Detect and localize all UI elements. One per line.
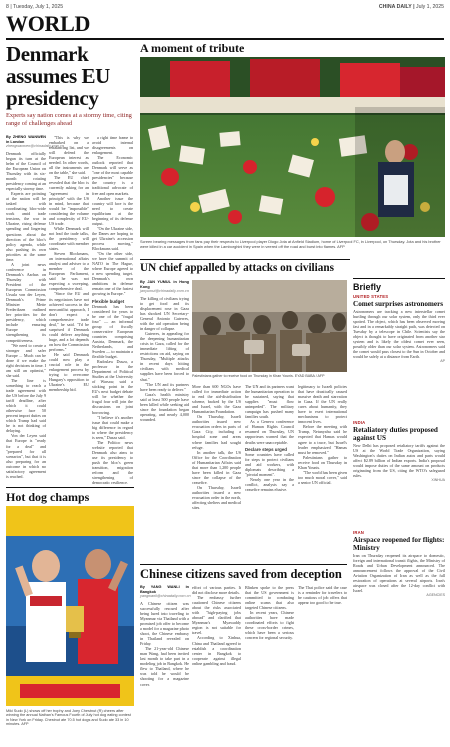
brief-title: Comet surprises astronomers — [353, 300, 444, 308]
hotdog-photo-image — [6, 506, 134, 706]
hotdog-rule — [6, 487, 134, 488]
un-headline: UN chief appalled by attacks on civilians — [140, 262, 334, 274]
paragraph: legitimacy to Israeli policies that have drastically caused massive death and starvation in Gaza. If the UN really cares about humanity, they have to exert international mechanisms to protect innocent lives. — [298, 384, 347, 425]
paragraph: Von der Leyen said that Europe is "ready for a deal" and "prepared for all scenarios", but that it is also preparing for an outcome in which no satisfactory agreement is reached. — [6, 433, 46, 479]
paragraph: The Politico news website reported that Denmark also aims to use its presidency to push the bloc's green transition, migration reform and the strengthening of democratic resilience. — [92, 439, 133, 486]
paragraph: The 21-year-old Chinese man Wang, had been invited last month to take part in a modeling job in Bangkok. He flew to Thailand, where he was told he would be shooting for a magazine cover. — [140, 646, 189, 687]
denmark-column-3 — [92, 135, 133, 486]
paragraph: The EU chief revealed that the bloc is currently asking for an "agreement in principle" with the US in mind, because that would be "impossible" considering the volume and complexity of EU-US trade. — [49, 175, 89, 226]
chinese-author: By YANG WANLI in Bangkok — [140, 585, 189, 594]
paragraph: Blinken spoke to the press that the US government is committed to combating online scams that also targeted Chinese citizens. — [245, 585, 294, 611]
page-info: 8 | Tuesday, July 1, 2025 — [6, 4, 64, 10]
paragraph: More than 600 NGOs have called for immediate action to end the aid-distribution scheme, backed by the US and Israel, with the Gaza Humanitarian Foundation. — [192, 384, 241, 415]
subheading: Declare steps urged — [245, 446, 287, 452]
denmark-column-2 — [49, 135, 89, 480]
tribute-photo — [140, 57, 445, 237]
paragraph: "Since the EU and its negotiators have not achieved success in the mercantilist approach, I don't expect a comprehensive trade deal," he said. "I'd be surprised if Denmark could deliver anything huge, and a lot depends on how the Commission performs." — [49, 291, 89, 352]
un-byline — [140, 280, 189, 294]
brief-title: Airspace reopened for flights: Ministry — [353, 536, 445, 552]
tribute-caption: Screen bearing messages from fans pay their respects to Liverpool player Diogo Jota at Anfield Stadium, home of Liverpool FC, in Liverpool, on Thursday. Jota and his brother were killed in a car accident in Spain when the Lamborghini they were in veered off the road and burst into flames. AFP — [140, 239, 441, 249]
tribute-photo-image — [140, 57, 445, 237]
paragraph: "We need to create a stronger and safer Europe ... Much can be done if we make the right decisions in time. I am still an optimist," she said. — [6, 342, 46, 378]
un-author: By JAN YUMUL in Hong Kong — [140, 280, 189, 289]
un-email: janyumul@chinadaily.com.cn — [140, 289, 189, 294]
chinese-headline: Chinese citizens saved from deception — [140, 567, 342, 581]
denmark-author: By ZHENG WANWEN in London — [6, 135, 46, 144]
paragraph: A Chinese citizen was successfully rescued after being lured into traveling to Myanmar via Thailand with a promised job offer to become a model for a magazine photo shoot, the Chinese embassy in Thailand revealed on Friday. — [140, 600, 189, 647]
un-column-1 — [140, 280, 189, 560]
paragraph: Guterres, in appealing for the deepening humanitarian crisis in Gaza, called for the immediate lifting of restrictions on aid, saying on Thursday, "Multiple attacks in recent days hitting civilians with medical supplies have been forced to shut." — [140, 331, 189, 382]
chinese-column-3 — [245, 585, 294, 740]
brief-item-india — [353, 420, 445, 482]
subheading: Flexible budget — [92, 298, 125, 304]
paragraph: He said Denmark could now play a crucial role in the enlargement process by trying to overcome Hungary's opposition to Ukraine's EU membership bid. — [49, 352, 89, 393]
section-rule — [6, 38, 444, 40]
paragraph: The killing of civilians trying to get food and its displacement rose in Gaza has shocked UN Secretary-General Antonio Guterres, with the aid operation being in danger of collapse. — [140, 295, 189, 332]
denmark-headline: Denmark assumes EU presidency — [6, 42, 110, 110]
brief-location: UNITED STATES — [353, 294, 389, 299]
paragraph: According to Xinhua, China and Thailand agreed to establish a coordination center in Bangkok to cooperate against illegal online gambling and fraud. — [192, 635, 241, 666]
paragraph: In recent years, Chinese authorities have made coordinated efforts to fight these cross-border crimes, which have been a serious concern for regional security. — [245, 610, 294, 641]
chinese-column-4 — [298, 585, 347, 740]
paragraph: Palestinians gather to receive food on Thursday in Khan Younis. — [298, 454, 347, 470]
brief-body: New Delhi has proposed retaliatory tariffs against the US at the World Trade Organization, saying Washington's duties on Indian autos and parts would affect $2.89 billion of Indian exports. India's proposal would impose duties of the same amount on products originating from the US, citing the WTO's safeguard rules. — [353, 443, 445, 478]
brief-body: Astronomers are tracking a new interstellar comet hurtling through our solar system, only the third ever spotted. The object, which has been observed moving fast and in a remarkably straight path, was detected on Tuesday by a telescope in Chile. Scientists say the object is thought to have originated from another star system and is likely the oldest comet ever seen, possibly older than our solar system. Astronomers said the comet would pass closest to the Sun in October and would be safely at a distance from Earth. — [353, 309, 445, 359]
paragraph: "The world has been given too much moral cover," said a senior UN official. — [298, 469, 347, 485]
paragraph: Before the meeting with Trump, Netanyahu said he expected that Hamas would agree to a truce, but Israel's leader emphasized "Hamas must be removed." — [298, 424, 347, 455]
briefly-rule — [353, 278, 445, 279]
paragraph: While Denmark will not lead the trade talks, the presidency will coordinate with member states. — [49, 225, 90, 252]
brief-location: IRAN — [353, 530, 365, 535]
paragraph: effort of various parties. It did not disclose more details. — [192, 585, 241, 596]
brief-body: Iran on Thursday reopened its airspace to domestic, foreign and international transit flights, the Ministry of Roads and Urban Development announced. The announcement follows the approval of the Civil Aviation Organization of Iran as well as the full restoration of operations at several airports. Iran's airspace was closed after the 12-day conflict with Israel. — [353, 553, 445, 593]
paragraph: Some countries have called for steps to protect civilians and aid workers, with diplomats describing a "pivotal moment". — [245, 451, 294, 477]
un-column-2 — [192, 384, 241, 560]
paragraph: Another issue the country will face is the need to create equilibrium at the beginning of its defense output. — [92, 195, 133, 226]
paper-name: CHINA DAILY — [378, 4, 412, 10]
paragraph: "This is why we embarked on a rebalancing list, and we will defend the European interest as needed. In other words, all the instruments are on the table," she said. — [49, 135, 89, 176]
brief-item-iran — [353, 530, 445, 597]
gaza-photo-image — [192, 280, 347, 372]
paragraph: Gaza's health ministry said at least 500 people have been killed while seeking aid since the foundation began operating, and nearly 4,000 wounded. — [140, 391, 189, 422]
paragraph: A joint news conference in Denmark's Aarhus on Thursday with President of the European Commission Ursula von der Leyen, Denmark's Prime Minister Mette Frederiksen outlined her priorities for the presidency, which include ensuring Europe and strengthening its competitiveness. — [6, 261, 46, 343]
un-column-3 — [245, 384, 294, 560]
denmark-column-1 — [6, 135, 65, 480]
paragraph: "The UN and its partners have been ready to deliver." — [140, 381, 189, 392]
paper-masthead: CHINA DAILY | July 1, 2025 — [378, 4, 444, 10]
denmark-deck: Experts say nation comes at a stormy time, citing range of challenges ahead — [6, 112, 132, 127]
chinese-column-1 — [140, 585, 189, 740]
denmark-email: zhengwanwen@chinadaily.com.cn — [6, 144, 65, 149]
hotdog-caption: Miki Sudo (L) shows off her trophy and Joey Chestnut (R) cheers after winning the annual Nathan's Famous Fourth of July hot dog eating contest in New York on Friday. Chestnut ate 70.5 hot dogs and Sudo ate 33 in 10 minutes. AFP — [6, 709, 131, 727]
paragraph: "I believe it's another issue that could make a big difference in regard to where the presidency is seen," Dusza said. — [92, 414, 133, 440]
brief-source: AP — [440, 359, 445, 363]
un-rule — [140, 259, 350, 260]
paper-date: July 1, 2025 — [416, 4, 444, 10]
paragraph: Denmark officially began its turn at the helm of the Council of the European Union on Thursday with its six-month rotating presidency coming at an especially stormy time. — [6, 150, 46, 192]
un-column-4 — [298, 384, 347, 560]
brief-source: AGENCIES — [426, 593, 445, 597]
brief-title: Retaliatory duties proposed against US — [353, 426, 438, 442]
paragraph: "On the other side, we have the summit of NATO in The Hague, where Europe agreed to a new spending target. Denmark's own ambitions in defense remain one of the fastest growing in Europe." — [92, 251, 133, 297]
paragraph: Experts are pointing at the nation will be tasked with coordinating bloc-wide work amid trade tensions, the war in Ukraine, rising defense spending and lingering questions about the direction of the bloc's policy agenda, while also pushing its own priorities at the same time. — [6, 191, 46, 262]
brief-location: INDIA — [353, 420, 366, 425]
section-title: WORLD — [6, 11, 91, 36]
brief-item-comet — [353, 294, 445, 363]
paragraph: Steven Blockmans, an international affairs analyst and adviser to a member of the European Parliament, said he was not expecting a sweeping, comprehensive deal. — [49, 251, 89, 292]
chinese-byline — [140, 585, 189, 599]
briefly-title: Briefly — [353, 282, 382, 292]
paragraph: On Thursday, Israeli authorities issued a new evacuation order in the north, affecting shelters and medical sites. — [192, 484, 241, 511]
hotdog-photo — [6, 506, 134, 706]
paragraph: The Thai police said the case is a reminder for travelers to be cautious of job offers that appear too good to be true. — [298, 585, 347, 606]
hotdog-title: Hot dog champs — [6, 490, 90, 504]
paragraph: The UN and its partners want the humanitarian operation to be sustained, saying that supplies "must flow unimpeded". The military campaign has pushed many families south. — [245, 384, 294, 420]
paragraph: In another talk, the US Office for the Coordination of Humanitarian Affairs said that more than 1,200 people have been killed in Gaza since the collapse of the ceasefire. — [192, 449, 241, 485]
gaza-photo — [192, 280, 347, 372]
moment-title: A moment of tribute — [140, 41, 245, 55]
chinese-rule — [140, 564, 347, 565]
paragraph: Nearly one year in the conflict, analysts say a ceasefire remains elusive. — [245, 476, 294, 492]
paragraph: "On the Ukraine side, the Danes are hoping to get Ukraine's accession process moving," Blockmans said. — [92, 225, 133, 252]
paragraph: Denmark has been considered for years to be one of the "frugal four" — an informal group of fiscally conservative European countries comprising Austria, Denmark, the Netherlands, and Sweden — to maintain a flexible budget. — [92, 303, 133, 360]
paragraph: Radoslaw Dusza, a professor in the Department of Political Studies at the University of Warsaw, said a sticking point in the EU's next budget debate will be whether the frugal four will join the discussions on joint borrowing. — [92, 359, 133, 415]
chinese-email: yangwanli@chinadaily.com.cn — [140, 594, 191, 599]
chinese-column-2 — [192, 585, 241, 740]
paragraph: a right time frame to avoid internal disagreements on enlargement. — [92, 135, 133, 156]
paragraph: The line is something to reach a trade agreement with the US before the July 9 tariff deadline, after which it could otherwise face 50 percent import duties on which Trump had said he is not thinking of delaying. — [6, 377, 46, 434]
paragraph: As a Geneva conference of Human Rights Council resumed on Thursday, UN rapporteurs warned that the deaths were unacceptable. — [245, 419, 294, 445]
paragraph: On Thursday, Israeli authorities issued new evacuation orders in parts of Gaza City, including a hospital zone and areas where families had sought refuge. — [192, 414, 241, 450]
paragraph: The Economic outlook reported that Denmark will serve as "one of the most capable presidencies" because the country is a traditional advocate of free and open markets. — [92, 155, 133, 196]
brief-source: XINHUA — [431, 478, 445, 482]
denmark-byline — [6, 135, 65, 149]
gaza-photo-caption: Palestinians gather to receive food on Thursday in Khan Younis. EYAD BABA / AFP — [192, 374, 325, 378]
paragraph: The embassy further cautioned Chinese citizens about the risks associated with "high-paying jobs abroad" and clarified that Myanmar's Myawaddy region is not suitable for travel. — [192, 595, 241, 636]
